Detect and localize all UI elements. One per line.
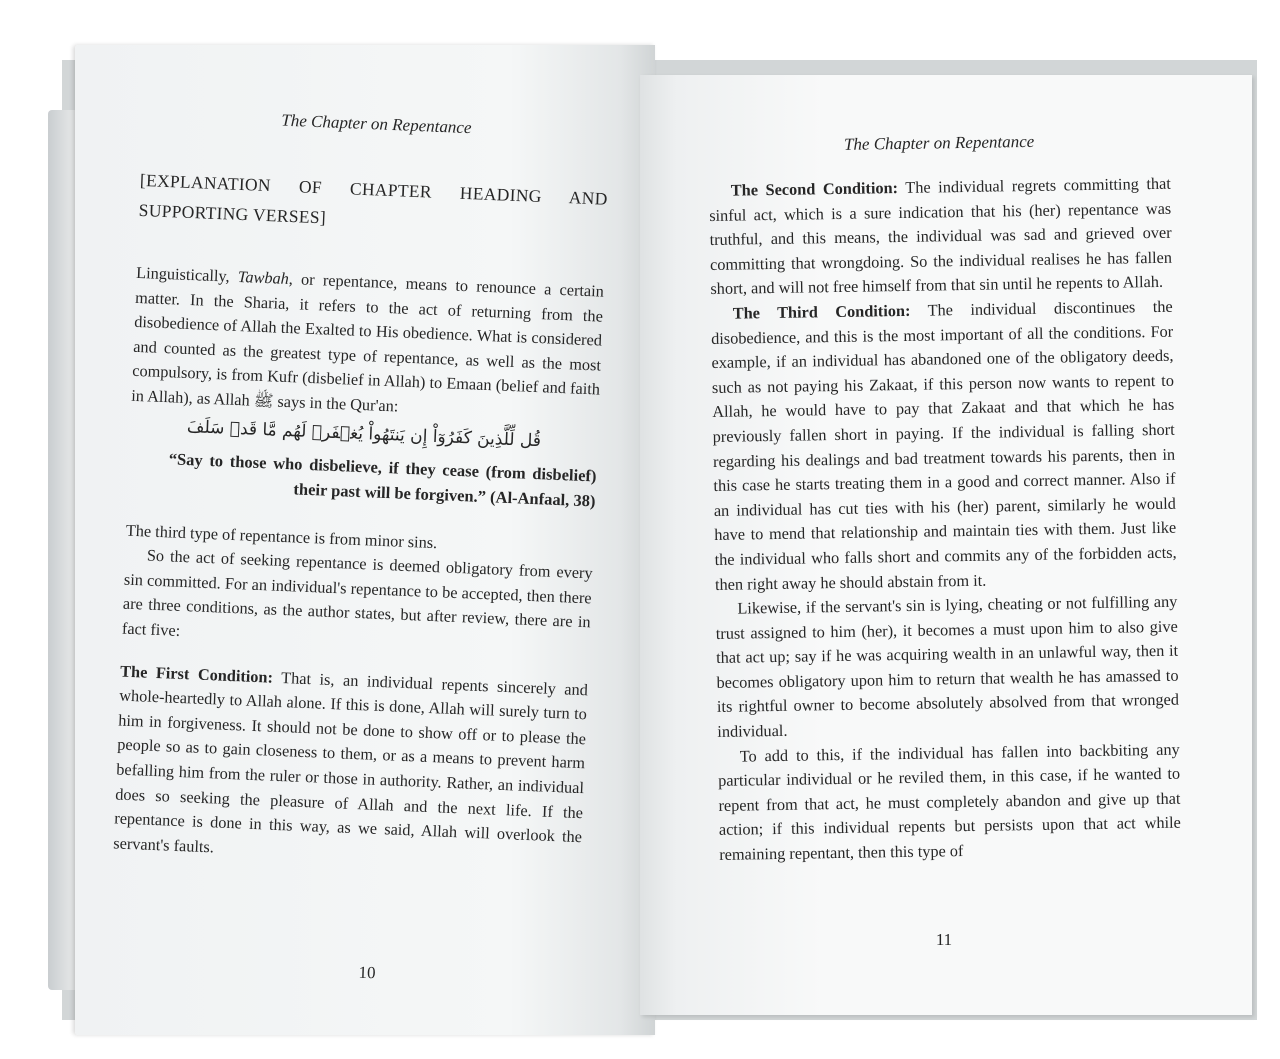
quran-verse-arabic: قُل لِّلَّذِينَ كَفَرُوٓاْ إِن يَنتَهُواْ يُغۡفَرۡ لَهُم مَّا قَدۡ سَلَفَ bbox=[186, 416, 542, 451]
left-page-text-block bbox=[113, 105, 611, 874]
third-condition-text: The individual discontinues the disobedience, and this is the most important of all the conditions. For example, if an individual has abandoned one of the obligatory deeds, such as not paying his Zakaat, if this person now wants to repent to Allah, he would have to pay that Zakaat and that which he has previously fallen short in paying. If the individual is falling short regarding his dealings and bad treatment towards his parents, then in this case he starts treating them in a good and correct manner. Also if an individual has cut ties with his (her) parent, similarly he would have to mend that relationship and maintain ties with them. Just like the individual who falls short and commits any of the forbidden acts, then right away he should abstain from it. bbox=[711, 296, 1177, 594]
second-condition-text: The individual regrets committing that sinful act, which is a sure indication that his (her) repentance was truthful, and this means, the individual was sad and grieved over committing that wrongdoing. So the individual realises he has fallen short, and will not free himself from that sin until he repents to Allah. bbox=[709, 173, 1173, 299]
second-condition-label: The Second Condition: bbox=[730, 178, 899, 200]
paragraph-likewise: Likewise, if the servant's sin is lying, cheating or not fulfilling any trust assigned to him (her), it becomes a must upon him to also give that act up; say if he was acquiring wealth in an unlawful way, then it becomes obligatory upon him to return that wealth he has amassed to its rightful owner to become absolutely absolved from that wronged individual. bbox=[715, 591, 1180, 741]
paragraph-third-condition bbox=[711, 295, 1178, 597]
paragraph-first-condition bbox=[113, 659, 589, 874]
paragraph-second-condition bbox=[709, 172, 1173, 302]
left-page-number: 10 bbox=[358, 962, 376, 983]
right-page-number: 11 bbox=[935, 930, 953, 949]
left-running-head: The Chapter on Repentance bbox=[280, 110, 472, 138]
para1-end: , or repentance, means to renounce a certain matter. In the Sharia, it refers to the act of returning from the disobedience of Allah the Exalted to His obedience. What is considered and counted as the greatest type of repentance, as well as the most compulsory, is from Kufr (disbelief in Allah) to Emaan (belief and faith in Allah), as Allah ﷺ says in the Qur'an: bbox=[130, 269, 605, 416]
section-heading: [EXPLANATION OF CHAPTER HEADING AND SUPPORTING VERSES] bbox=[138, 169, 609, 228]
first-condition-label: The First Condition: bbox=[119, 661, 274, 687]
paragraph-linguistically bbox=[131, 261, 605, 427]
paragraph-obligatory: So the act of seeking repentance is deemed obligatory from every sin committed. For an individual's repentance to be accepted, then there are three conditions, as the author states, but after review, there are in fact five: bbox=[121, 545, 593, 640]
left-page bbox=[75, 45, 655, 1035]
quran-verse-translation: “Say to those who disbelieve, if they cease (from disbelief) their past will be forgiven.” (Al-Anfaal, 38) bbox=[168, 448, 597, 511]
tawbah-term: Tawbah bbox=[237, 266, 290, 288]
right-page-text-block bbox=[708, 130, 1181, 868]
first-condition-text: That is, an individual repents sincerely and whole-heartedly to Allah alone. If this is done, Allah will surely turn to him in forgiveness. It should not be done to show off or to please the people so as to gain closeness to them, or as a means to prevent harm befalling him from the ruler or those in authority. Rather, an individual does so seeking the pleasure of Allah and the next life. If the repentance is done in this way, as we said, Allah will overlook the servant's faults. bbox=[112, 667, 589, 857]
right-running-head: The Chapter on Repentance bbox=[843, 131, 1035, 154]
right-page bbox=[640, 75, 1252, 1015]
para1-start: Linguistically, bbox=[135, 262, 239, 286]
paragraph-third-type: The third type of repentance is from minor sins. bbox=[125, 520, 438, 552]
third-condition-label: The Third Condition: bbox=[732, 300, 911, 323]
paragraph-to-add: To add to this, if the individual has fallen into backbiting any particular individual or he reviled them, in this case, if he wanted to repent from that act, he must completely abandon and give up that action; if this individual repents but persists upon that act while remaining repentant, then this type of bbox=[717, 739, 1181, 864]
